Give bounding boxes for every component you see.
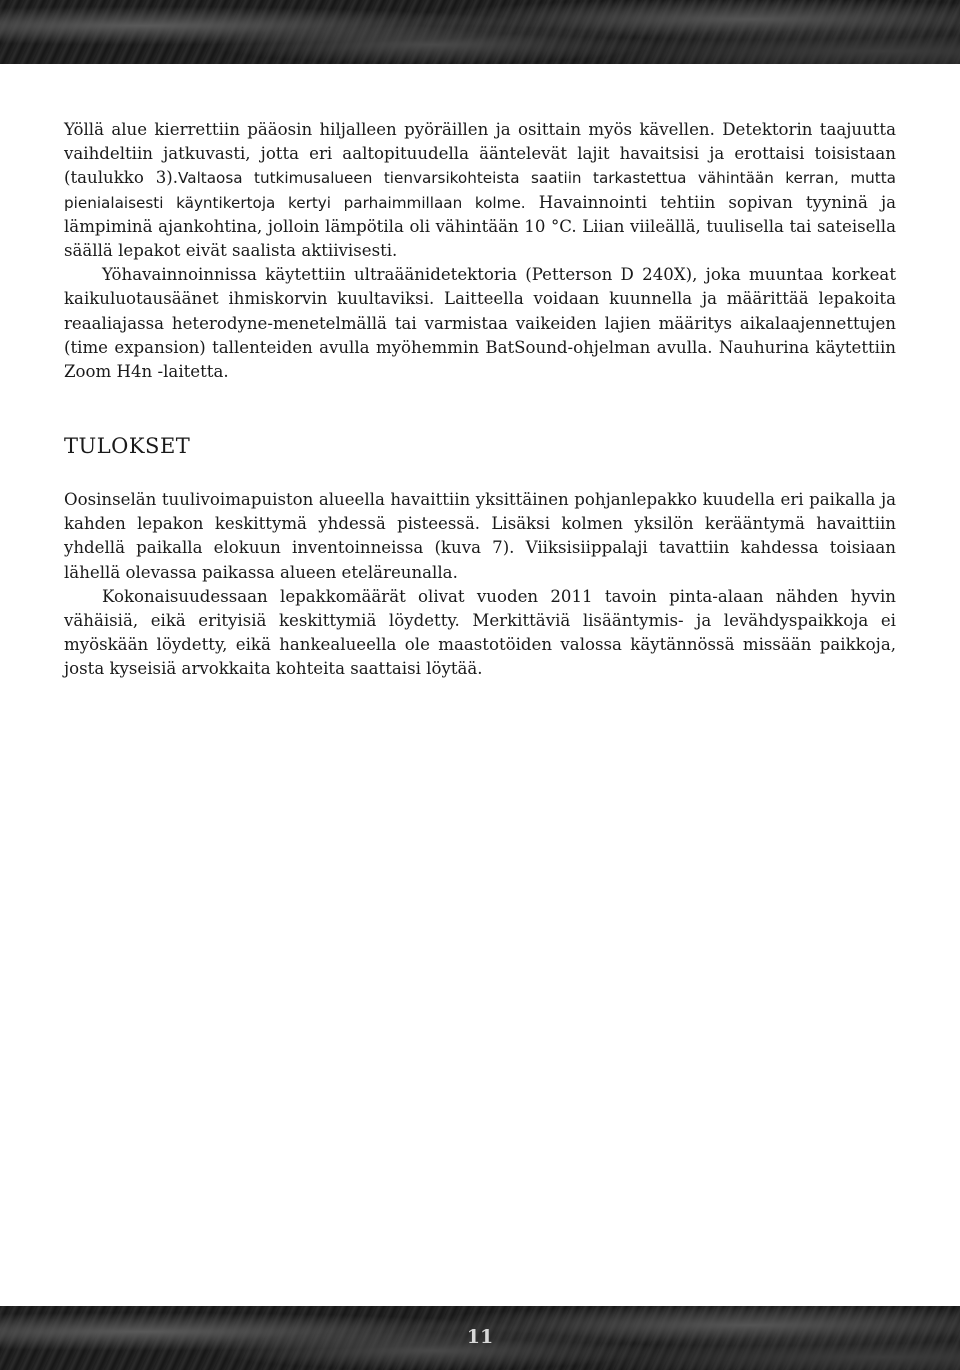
methods-paragraph-1-text-a: Yöllä alue kierrettiin pääosin hiljalleen pyöräillen ja osittain myös kävellen. Detektorin taajuutta vaihdeltiin jatkuvasti, jotta eri aaltopituudella ääntelevät lajit havaitsisi ja erottaisi toisistaan (taulukko 3). — [64, 120, 896, 188]
header-texture-band — [0, 0, 960, 64]
methods-paragraph-1 — [64, 118, 896, 263]
methods-paragraph-1-text-c: Havainnointi tehtiin sopivan tyyninä ja lämpiminä ajankohtina, jolloin lämpötila oli vähintään 10 °C. — [64, 192, 896, 236]
methods-paragraph-1-text-b: Valtaosa tutkimusalueen tienvarsikohteista saatiin tarkastettua vähintään kerran, mutta pienialaisesti käyntikertoja kertyi parhaimmillaan kolme. — [64, 169, 896, 212]
methods-paragraph-2: Yöhavainnoinnissa käytettiin ultraäänidetektoria (Petterson D 240X), joka muuntaa korkeat kaikuluotausäänet ihmiskorvin kuultaviksi. Laitteella voidaan kuunnella ja määrittää lepakoita reaaliajassa heterodyne-menetelmällä tai varmistaa vaikeiden lajien määritys aikalaajennettujen (time expansion) tallenteiden avulla myöhemmin BatSound-ohjelman avulla. Nauhurina käytettiin Zoom H4n -laitetta. — [64, 265, 896, 382]
page-number: 11 — [466, 1326, 494, 1348]
results-section — [64, 488, 896, 682]
methods-paragraph-1-text-d: Liian viileällä, tuulisella tai sateisella säällä lepakot eivät saalista aktiivisesti. — [64, 216, 896, 261]
results-heading: TULOKSET — [64, 434, 191, 458]
methods-section — [64, 118, 896, 384]
results-paragraph-2: Kokonaisuudessaan lepakkomäärät olivat vuoden 2011 tavoin pinta-alaan nähden hyvin vähäisiä, eikä erityisiä keskittymiä löydetty. Merkittäviä lisääntymis- ja levähdyspaikkoja ei myöskään löydetty, eikä hankealueella ole maastotöiden valossa käytännössä missään paikkoja, josta kyseisiä arvokkaita kohteita saattaisi löytää. — [64, 586, 896, 679]
results-paragraph-1: Oosinselän tuulivoimapuiston alueella havaittiin yksittäinen pohjanlepakko kuudella eri paikalla ja kahden lepakon keskittymä yhdessä pisteessä. Lisäksi kolmen yksilön kerääntymä havaittiin yhdellä paikalla elokuun inventoinneissa (kuva 7). Viiksisiippalaji tavattiin kahdessa toisiaan lähellä olevassa paikassa alueen eteläreunalla. — [64, 490, 896, 582]
